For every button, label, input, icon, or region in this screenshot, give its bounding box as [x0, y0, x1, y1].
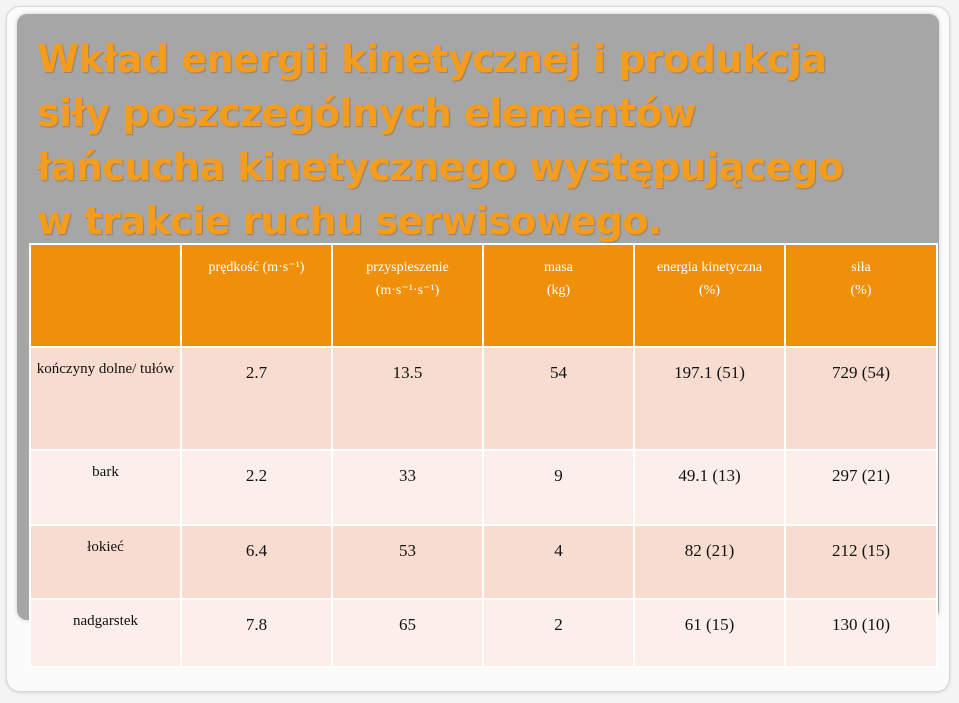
row-label: kończyny dolne/ tułów: [30, 347, 181, 450]
cell-kinetic-energy: 61 (15): [634, 599, 785, 667]
header-acceleration: [332, 244, 483, 347]
header-acceleration-line1: przyspieszenie: [366, 260, 449, 275]
cell-mass: 4: [483, 525, 634, 599]
header-force: [785, 244, 937, 347]
cell-kinetic-energy: 49.1 (13): [634, 450, 785, 525]
table-row: [30, 347, 937, 450]
cell-acceleration: 33: [332, 450, 483, 525]
cell-mass: 9: [483, 450, 634, 525]
row-label: łokieć: [30, 525, 181, 599]
cell-mass: 54: [483, 347, 634, 450]
header-force-line1: siła: [851, 260, 871, 275]
cell-acceleration: 53: [332, 525, 483, 599]
slide-title: Wkład energii kinetycznej i produkcja siły poszczególnych elementów łańcucha kinetycznego występującego w trakcie ruchu serwisowego.: [37, 37, 844, 243]
header-kinetic-energy: [634, 244, 785, 347]
header-acceleration-line2: (m·s⁻¹·s⁻¹): [375, 283, 440, 298]
cell-mass: 2: [483, 599, 634, 667]
table-header-row: [30, 244, 937, 347]
header-speed-line1: prędkość (m·s⁻¹): [208, 260, 305, 275]
data-table-wrapper: [29, 243, 936, 664]
cell-acceleration: 65: [332, 599, 483, 667]
header-mass: [483, 244, 634, 347]
header-mass-line2: (kg): [546, 283, 571, 298]
cell-force: 297 (21): [785, 450, 937, 525]
table-row: [30, 450, 937, 525]
cell-speed: 7.8: [181, 599, 332, 667]
cell-force: 729 (54): [785, 347, 937, 450]
cell-speed: 6.4: [181, 525, 332, 599]
header-kinetic-energy-line2: (%): [699, 283, 720, 298]
header-empty: [30, 244, 181, 347]
header-mass-line1: masa: [544, 260, 573, 275]
cell-force: 212 (15): [785, 525, 937, 599]
cell-kinetic-energy: 197.1 (51): [634, 347, 785, 450]
cell-speed: 2.7: [181, 347, 332, 450]
cell-speed: 2.2: [181, 450, 332, 525]
row-label: nadgarstek: [30, 599, 181, 667]
table-row: [30, 599, 937, 667]
table-row: [30, 525, 937, 599]
row-label: bark: [30, 450, 181, 525]
header-force-line2: (%): [850, 283, 872, 298]
cell-kinetic-energy: 82 (21): [634, 525, 785, 599]
header-kinetic-energy-line1: energia kinetyczna: [656, 260, 763, 275]
header-speed: [181, 244, 332, 347]
data-table: [29, 243, 938, 668]
cell-acceleration: 13.5: [332, 347, 483, 450]
cell-force: 130 (10): [785, 599, 937, 667]
